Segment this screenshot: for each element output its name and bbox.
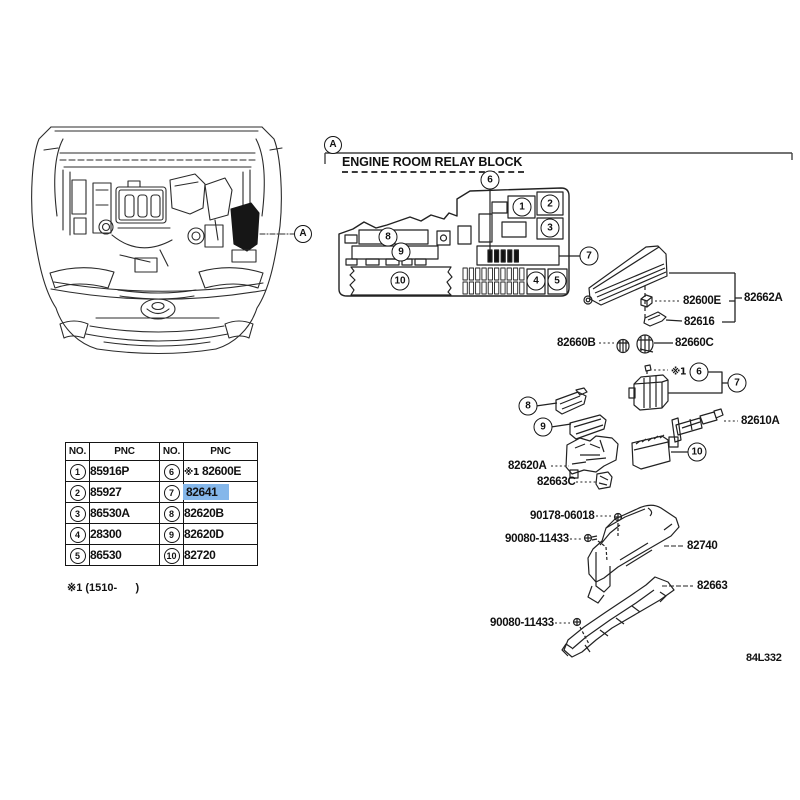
pnc-cell-selected[interactable] bbox=[184, 482, 258, 503]
row-no-badge: 7 bbox=[164, 485, 180, 501]
grommet-clips bbox=[599, 335, 673, 353]
table-row bbox=[66, 503, 258, 524]
callout-1: 1 bbox=[513, 198, 532, 217]
relay-parts-group bbox=[536, 365, 738, 489]
callout-7-mid: 7 bbox=[728, 374, 747, 393]
part-label-82662a[interactable]: 82662A bbox=[744, 292, 783, 304]
pnc-cell[interactable]: 82620B bbox=[184, 503, 258, 524]
col-header-no-right: NO. bbox=[160, 443, 184, 461]
part-label-90080-11433-lower[interactable]: 90080-11433 bbox=[490, 617, 554, 629]
pnc-cell[interactable]: 85927 bbox=[90, 482, 160, 503]
lower-block-group bbox=[555, 505, 693, 657]
callout-2: 2 bbox=[541, 195, 560, 214]
part-label-82660b[interactable]: 82660B bbox=[557, 337, 596, 349]
row-no-badge: 9 bbox=[164, 527, 180, 543]
col-header-pnc-right: PNC bbox=[184, 443, 258, 461]
pnc-cell[interactable]: 85916P bbox=[90, 461, 160, 482]
engine-bay-illustration bbox=[32, 127, 294, 354]
part-label-90178-06018[interactable]: 90178-06018 bbox=[530, 510, 595, 522]
part-label-82740[interactable]: 82740 bbox=[687, 540, 718, 552]
part-label-82663c[interactable]: 82663C bbox=[537, 476, 576, 488]
table-row bbox=[66, 524, 258, 545]
pnc-cell[interactable]: ※1 82600E bbox=[184, 461, 258, 482]
row-no-badge: 2 bbox=[70, 485, 86, 501]
part-label-82663[interactable]: 82663 bbox=[697, 580, 728, 592]
callout-6-top: 6 bbox=[481, 171, 500, 190]
table-row bbox=[66, 482, 258, 503]
cover-assembly bbox=[584, 246, 742, 326]
footnote: ※1 (1510- ) bbox=[67, 582, 140, 594]
view-marker-a-car: A bbox=[294, 225, 312, 243]
callout-8-top: 8 bbox=[379, 228, 398, 247]
row-no-badge: 10 bbox=[164, 548, 180, 564]
callout-5: 5 bbox=[548, 272, 567, 291]
callout-10-top: 10 bbox=[391, 272, 410, 291]
col-header-no-left: NO. bbox=[66, 443, 90, 461]
table-row bbox=[66, 461, 258, 482]
table-row bbox=[66, 545, 258, 566]
part-label-82616[interactable]: 82616 bbox=[684, 316, 715, 328]
row-no-badge: 5 bbox=[70, 548, 86, 564]
pnc-table-header bbox=[66, 443, 258, 461]
pnc-cell[interactable]: 86530 bbox=[90, 545, 160, 566]
callout-4: 4 bbox=[527, 272, 546, 291]
pnc-cell[interactable]: 28300 bbox=[90, 524, 160, 545]
pnc-cell[interactable]: 86530A bbox=[90, 503, 160, 524]
section-title: ENGINE ROOM RELAY BLOCK bbox=[342, 155, 524, 173]
row-no-badge: 1 bbox=[70, 464, 86, 480]
row-no-badge: 8 bbox=[164, 506, 180, 522]
ref-mark-1: ※1 bbox=[671, 366, 687, 378]
row-no-badge: 3 bbox=[70, 506, 86, 522]
callout-8-mid: 8 bbox=[519, 397, 538, 416]
callout-6-mid: 6 bbox=[690, 363, 709, 382]
col-header-pnc-left: PNC bbox=[90, 443, 160, 461]
callout-3: 3 bbox=[541, 219, 560, 238]
pnc-cell[interactable]: 82720 bbox=[184, 545, 258, 566]
row-no-badge: 6 bbox=[164, 464, 180, 480]
part-label-90080-11433-upper[interactable]: 90080-11433 bbox=[505, 533, 569, 545]
pnc-table bbox=[65, 442, 258, 566]
part-label-82620a[interactable]: 82620A bbox=[508, 460, 547, 472]
callout-9-top: 9 bbox=[392, 243, 411, 262]
part-label-82610a[interactable]: 82610A bbox=[741, 415, 780, 427]
pnc-cell[interactable]: 82620D bbox=[184, 524, 258, 545]
callout-7-top: 7 bbox=[580, 247, 599, 266]
view-marker-a-section: A bbox=[324, 136, 342, 154]
callout-10-mid: 10 bbox=[688, 443, 707, 462]
callout-9-mid: 9 bbox=[534, 418, 553, 437]
row-no-badge: 4 bbox=[70, 527, 86, 543]
part-label-82600e[interactable]: 82600E bbox=[683, 295, 721, 307]
part-label-82660c[interactable]: 82660C bbox=[675, 337, 714, 349]
selected-pnc-highlight: 82641 bbox=[183, 484, 229, 500]
drawing-code: 84L332 bbox=[746, 652, 782, 664]
